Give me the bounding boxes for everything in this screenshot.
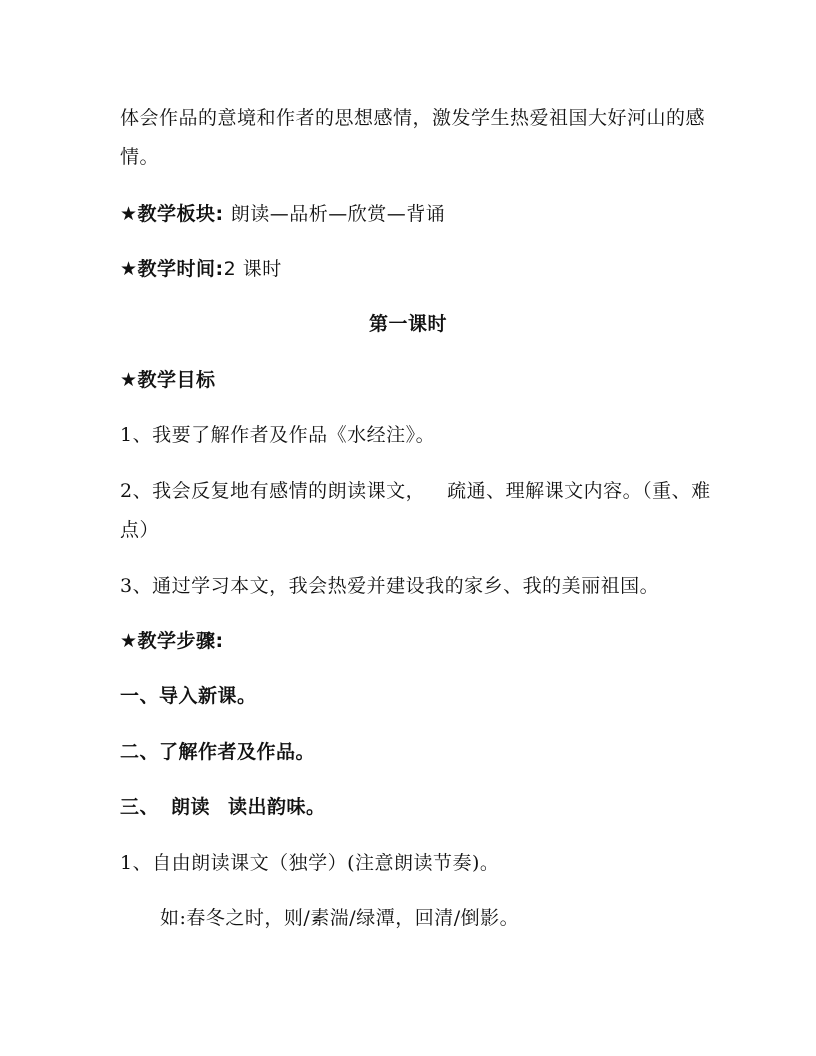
reading-item-1: 1、自由朗读课文（独学）(注意朗读节奏)。 bbox=[120, 852, 500, 874]
intro-line-1: 体会作品的意境和作者的思想感情，激发学生热爱祖国大好河山的感 bbox=[120, 107, 706, 129]
step-2: 二、了解作者及作品。 bbox=[120, 741, 316, 763]
steps-heading-label: 教学步骤: bbox=[137, 630, 224, 652]
step-3-title: 朗读 bbox=[171, 796, 211, 818]
teaching-time-label: 教学时间: bbox=[137, 258, 224, 280]
objective-2-continued: 点） bbox=[120, 519, 160, 541]
step-3-subtitle: 读出韵味。 bbox=[228, 796, 326, 818]
objective-2-part-b: 疏通、理解课文内容。（重、难 bbox=[447, 480, 711, 502]
objectives-heading bbox=[120, 368, 710, 392]
step-3-number: 三、 bbox=[120, 796, 160, 818]
step-1: 一、导入新课。 bbox=[120, 685, 257, 707]
star-icon: ★ bbox=[120, 630, 138, 652]
teaching-blocks-label: 教学板块: bbox=[137, 203, 224, 225]
objectives-heading-label: 教学目标 bbox=[137, 369, 216, 391]
lesson-title: 第一课时 bbox=[368, 313, 447, 335]
reading-example: 如:春冬之时，则/素湍/绿潭，回清/倒影。 bbox=[160, 907, 520, 929]
star-icon: ★ bbox=[120, 258, 138, 280]
teaching-blocks-line bbox=[120, 202, 710, 226]
teaching-time-value: 2 课时 bbox=[223, 258, 282, 280]
teaching-time-line bbox=[120, 257, 710, 281]
objective-1: 1、我要了解作者及作品《水经注》。 bbox=[120, 424, 436, 446]
star-icon: ★ bbox=[120, 369, 138, 391]
teaching-blocks-value: 朗读—品析—欣赏—背诵 bbox=[230, 203, 446, 225]
objective-2 bbox=[120, 479, 710, 503]
steps-heading bbox=[120, 629, 710, 653]
objective-3: 3、通过学习本文，我会热爱并建设我的家乡、我的美丽祖国。 bbox=[120, 575, 660, 597]
star-icon: ★ bbox=[120, 203, 138, 225]
objective-2-part-a: 2、我会反复地有感情的朗读课文， bbox=[120, 480, 426, 502]
intro-line-2: 情。 bbox=[120, 146, 160, 168]
step-3 bbox=[120, 795, 710, 819]
